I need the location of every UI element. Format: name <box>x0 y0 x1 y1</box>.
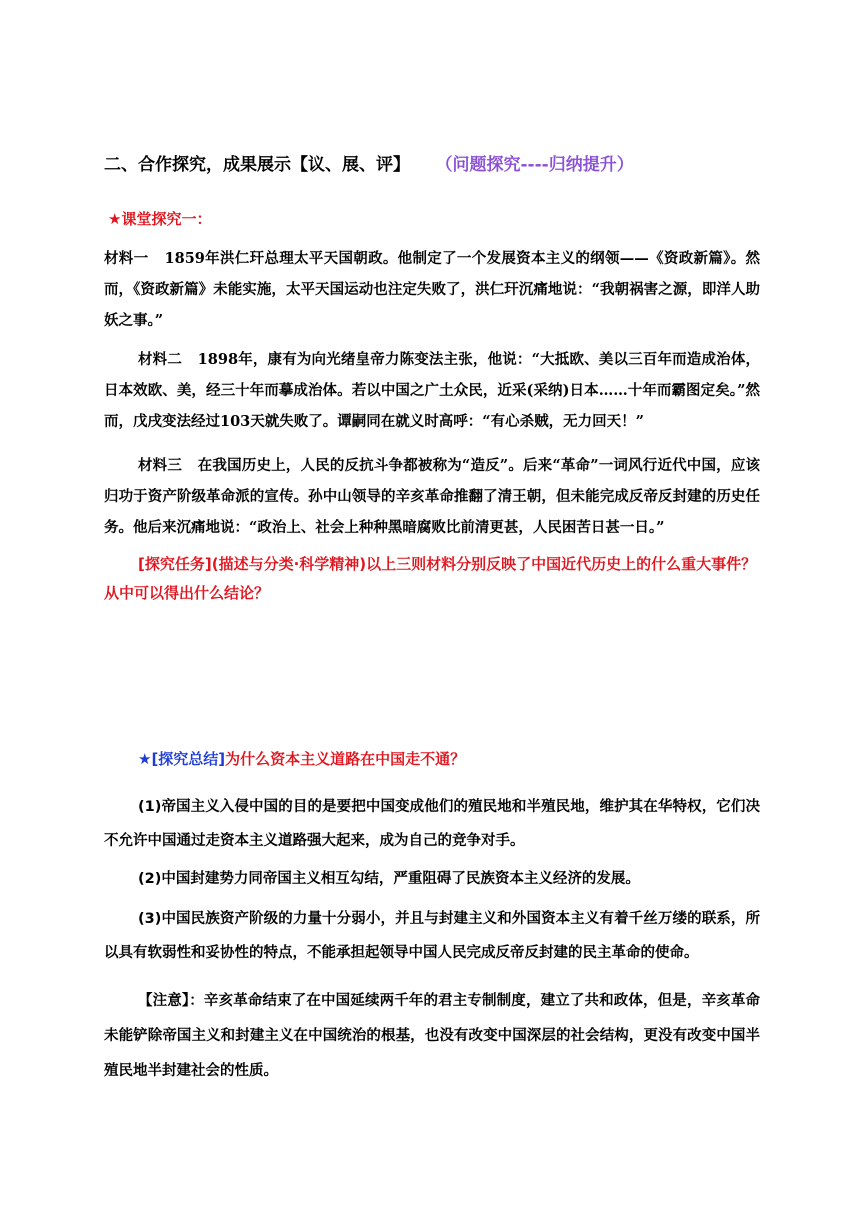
summary-question: 为什么资本主义道路在中国走不通？ <box>225 750 466 768</box>
material-three <box>104 450 760 543</box>
summary-point-1: (1)帝国主义入侵中国的目的是要把中国变成他们的殖民地和半殖民地，维护其在华特权，它们决不允许中国通过走资本主义道路强大起来，成为自己的竞争对手。 <box>104 799 760 849</box>
material-label: 材料三 <box>138 457 183 474</box>
material-label: 材料二 <box>138 351 183 368</box>
section-heading <box>104 150 634 175</box>
inquiry-label: ★课堂探究一： <box>108 210 212 228</box>
material-text: 在我国历史上，人民的反抗斗争都被称为“造反”。后来“革命”一词风行近代中国，应该归功于资产阶级革命派的宣传。孙中山领导的辛亥革命推翻了清王朝，但未能完成反帝反封建的历史任务。他后来沉痛地说：“政治上、社会上种种黑暗腐败比前清更甚，人民困苦日甚一日。” <box>104 457 761 536</box>
material-two <box>104 344 760 437</box>
inquiry-task: [探究任务](描述与分类·科学精神)以上三则材料分别反映了中国近代历史上的什么重大事件？从中可以得出什么结论？ <box>104 555 757 602</box>
summary-heading <box>138 748 465 769</box>
summary-note: 【注意】：辛亥革命结束了在中国延续两千年的君主专制制度，建立了共和政体，但是，辛亥革命未能铲除帝国主义和封建主义在中国统治的根基，也没有改变中国深层的社会结构，更没有改变中国半殖民地半封建社会的性质。 <box>104 993 760 1079</box>
section-subtitle: （问题探究----归纳提升） <box>444 155 634 175</box>
section-title: 二、合作探究，成果展示【议、展、评】 <box>104 155 410 175</box>
material-text: 1898年，康有为向光绪皇帝力陈变法主张，他说：“大抵欧、美以三百年而造成治体，日本效欧、美，经三十年而摹成治体。若以中国之广土众民，近采(采纳)日本……十年而霸图定矣。”然而，戊戌变法经过103天就失败了。谭嗣同在就义时高呼：“有心杀贼，无力回天！” <box>104 351 760 430</box>
summary-label: ★[探究总结] <box>138 750 226 768</box>
material-one <box>104 243 760 336</box>
material-text: 1859年洪仁玕总理太平天国朝政。他制定了一个发展资本主义的纲领——《资政新篇》。然而，《资政新篇》未能实施，太平天国运动也注定失败了，洪仁玕沉痛地说：“我朝祸害之源，即洋人助妖之事。” <box>104 250 761 329</box>
material-label: 材料一 <box>104 250 149 267</box>
summary-point-2: (2)中国封建势力同帝国主义相互勾结，严重阻碍了民族资本主义经济的发展。 <box>138 871 640 887</box>
summary-point-3: (3)中国民族资产阶级的力量十分弱小，并且与封建主义和外国资本主义有着千丝万缕的联系，所以具有软弱性和妥协性的特点，不能承担起领导中国人民完成反帝反封建的民主革命的使命。 <box>104 911 760 961</box>
